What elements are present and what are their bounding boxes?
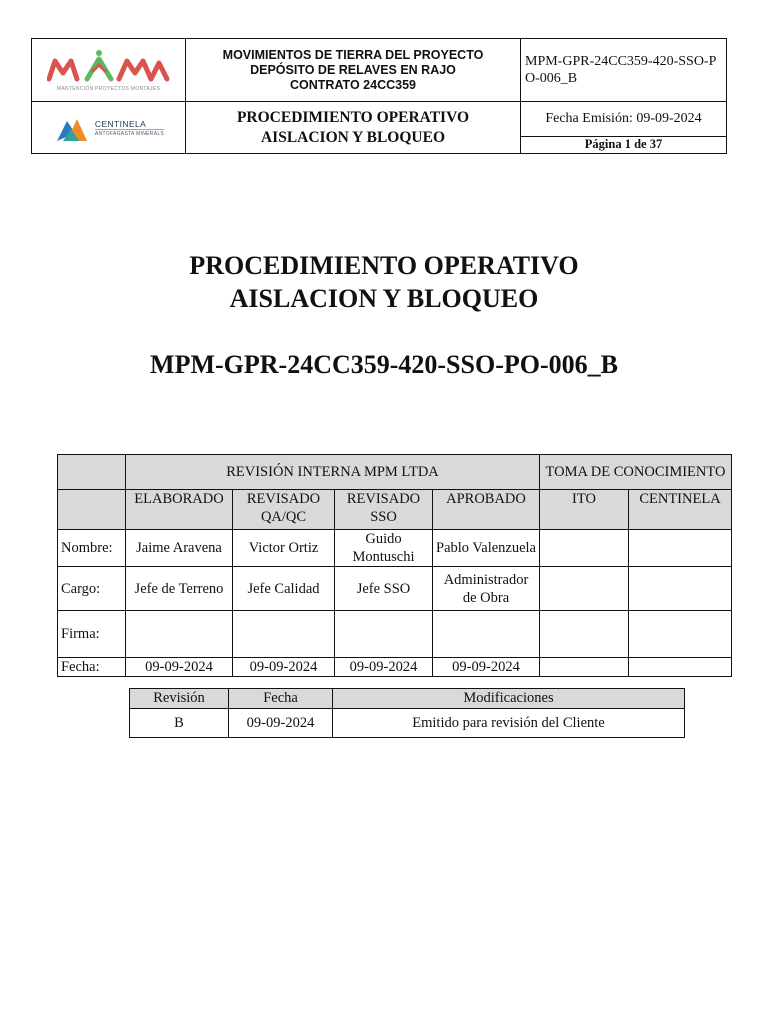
table-row — [130, 709, 685, 738]
col-ito: ITO — [540, 490, 629, 530]
nombre-ito — [540, 530, 629, 567]
cargo-revisado-qaqc: Jefe Calidad — [233, 567, 335, 611]
signoff-corner-2 — [58, 490, 126, 530]
table-row — [58, 658, 732, 677]
fecha-elaborado: 09-09-2024 — [126, 658, 233, 677]
nombre-elaborado: Jaime Aravena — [126, 530, 233, 567]
procedure-line-1: PROCEDIMIENTO OPERATIVO — [236, 108, 470, 126]
procedure-title-cell — [186, 102, 521, 154]
table-row — [58, 530, 732, 567]
firma-ito — [540, 611, 629, 658]
document-code: MPM-GPR-24CC359-420-SSO-PO-006_B — [150, 350, 618, 379]
title-line-1: PROCEDIMIENTO OPERATIVO — [189, 251, 579, 280]
table-row — [58, 611, 732, 658]
firma-aprobado — [433, 611, 540, 658]
col-revisado-sso: REVISADO SSO — [335, 490, 433, 530]
procedure-line-2: AISLACION Y BLOQUEO — [260, 128, 446, 146]
fecha-revisado-sso: 09-09-2024 — [335, 658, 433, 677]
rev-revision: B — [130, 709, 229, 738]
rev-fecha: 09-09-2024 — [229, 709, 333, 738]
nombre-aprobado: Pablo Valenzuela — [433, 530, 540, 567]
project-line-2: DEPÓSITO DE RELAVES EN RAJO — [250, 62, 456, 77]
revision-table — [129, 688, 685, 738]
table-row — [58, 567, 732, 611]
title-line-2: AISLACION Y BLOQUEO — [229, 284, 539, 313]
cargo-centinela — [629, 567, 732, 611]
fecha-revisado-qaqc: 09-09-2024 — [233, 658, 335, 677]
centinela-subtitle: ANTOFAGASTA MINERALS — [94, 130, 165, 137]
row-label-fecha: Fecha: — [58, 658, 126, 677]
fecha-centinela — [629, 658, 732, 677]
nombre-revisado-sso: Guido Montuschi — [335, 530, 433, 567]
row-label-cargo: Cargo: — [58, 567, 126, 611]
firma-revisado-sso — [335, 611, 433, 658]
rev-col-fecha: Fecha — [229, 689, 333, 709]
centinela-logo-icon — [53, 113, 91, 143]
fecha-aprobado: 09-09-2024 — [433, 658, 540, 677]
cargo-elaborado: Jefe de Terreno — [126, 567, 233, 611]
col-revisado-qaqc: REVISADO QA/QC — [233, 490, 335, 530]
project-line-1: MOVIMIENTOS DE TIERRA DEL PROYECTO — [222, 47, 484, 62]
project-line-3: CONTRATO 24CC359 — [290, 77, 416, 92]
centinela-logo-cell — [32, 102, 186, 154]
page-title — [0, 249, 768, 315]
document-header — [31, 38, 727, 154]
fecha-emision: Fecha Emisión: 09-09-2024 — [521, 102, 727, 137]
project-title-cell — [186, 39, 521, 102]
nombre-centinela — [629, 530, 732, 567]
signoff-table — [57, 454, 732, 677]
signoff-corner — [58, 455, 126, 490]
row-label-firma: Firma: — [58, 611, 126, 658]
firma-elaborado — [126, 611, 233, 658]
col-centinela: CENTINELA — [629, 490, 732, 530]
centinela-name: CENTINELA — [94, 118, 147, 129]
rev-col-modificaciones: Modificaciones — [333, 689, 685, 709]
cargo-ito — [540, 567, 629, 611]
header-doc-code: MPM-GPR-24CC359-420-SSO-PO-006_B — [521, 39, 727, 102]
group-acknowledgement: TOMA DE CONOCIMIENTO — [540, 455, 732, 490]
nombre-revisado-qaqc: Victor Ortiz — [233, 530, 335, 567]
col-aprobado: APROBADO — [433, 490, 540, 530]
firma-revisado-qaqc — [233, 611, 335, 658]
mpm-logo-cell — [32, 39, 186, 102]
rev-modificaciones: Emitido para revisión del Cliente — [333, 709, 685, 738]
fecha-ito — [540, 658, 629, 677]
row-label-nombre: Nombre: — [58, 530, 126, 567]
col-elaborado: ELABORADO — [126, 490, 233, 530]
group-internal-review: REVISIÓN INTERNA MPM LTDA — [126, 455, 540, 490]
cargo-revisado-sso: Jefe SSO — [335, 567, 433, 611]
cargo-aprobado: Administrador de Obra — [433, 567, 540, 611]
mpm-logo-icon — [47, 49, 171, 85]
page-number: Página 1 de 37 — [521, 136, 727, 153]
rev-col-revision: Revisión — [130, 689, 229, 709]
firma-centinela — [629, 611, 732, 658]
mpm-logo-tagline: MANTENCIÓN PROYECTOS MONTAJES — [56, 85, 161, 92]
